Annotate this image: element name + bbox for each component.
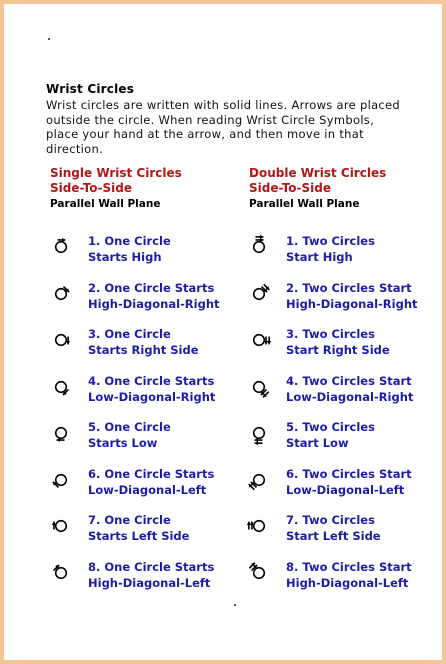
entry-line1: 5. One Circle [88, 420, 171, 434]
speck-mark [234, 604, 236, 606]
entry-line1: 2. One Circle Starts [88, 281, 215, 295]
list-item [46, 232, 246, 266]
entry-text [286, 420, 375, 451]
entry-line2: Low-Diagonal-Right [88, 389, 216, 404]
entry-text [88, 560, 214, 591]
list-item [244, 511, 444, 545]
entry-line2: Start Right Side [286, 342, 390, 357]
entry-line1: 7. One Circle [88, 513, 171, 527]
one-circle-low-diagonal-left-icon [46, 465, 76, 495]
one-circle-low-icon [46, 418, 76, 448]
entry-line2: Starts Right Side [88, 342, 199, 357]
entry-line2: Starts Left Side [88, 528, 190, 543]
entry-line2: High-Diagonal-Left [88, 575, 211, 590]
double-wrist-circles-column [249, 166, 446, 211]
list-item [244, 232, 444, 266]
entry-text [286, 281, 418, 312]
column-heading-sub: Side-To-Side [249, 181, 332, 195]
two-circles-right-side-icon [244, 325, 274, 355]
list-item [244, 465, 444, 499]
entry-line1: 4. One Circle Starts [88, 374, 215, 388]
entry-line2: Low-Diagonal-Right [286, 389, 414, 404]
entry-line1: 2. Two Circles Start [286, 281, 412, 295]
entry-line2: High-Diagonal-Left [286, 575, 409, 590]
entry-line1: 7. Two Circles [286, 513, 375, 527]
two-circles-high-diagonal-left-icon [244, 558, 274, 588]
entry-line1: 6. One Circle Starts [88, 467, 215, 481]
list-item [244, 372, 444, 406]
entry-line1: 8. One Circle Starts [88, 560, 215, 574]
entry-text [88, 374, 215, 405]
entry-line1: 6. Two Circles Start [286, 467, 412, 481]
entry-line1: 3. One Circle [88, 327, 171, 341]
two-circles-high-icon [244, 232, 274, 262]
entry-text [286, 560, 412, 591]
list-item [244, 418, 444, 452]
two-circles-left-side-icon [244, 511, 274, 541]
entry-line1: 1. One Circle [88, 234, 171, 248]
intro-section [46, 82, 402, 156]
entry-line2: High-Diagonal-Right [286, 296, 418, 311]
entry-text [286, 374, 413, 405]
two-circles-low-icon [244, 418, 274, 448]
entry-line1: 3. Two Circles [286, 327, 375, 341]
entry-line2: Starts High [88, 249, 162, 264]
speck-mark [48, 38, 50, 40]
entry-line2: Start Left Side [286, 528, 381, 543]
column-plane-label: Parallel Wall Plane [50, 198, 161, 210]
entry-text [88, 513, 189, 544]
column-plane-label: Parallel Wall Plane [249, 198, 360, 210]
list-item [244, 325, 444, 359]
list-item [46, 372, 246, 406]
one-circle-left-side-icon [46, 511, 76, 541]
entry-line2: Start High [286, 249, 353, 264]
entry-line1: 4. Two Circles Start [286, 374, 412, 388]
entry-line2: Low-Diagonal-Left [88, 482, 207, 497]
entry-text [286, 467, 412, 498]
two-circles-low-diagonal-left-icon [244, 465, 274, 495]
list-item [46, 418, 246, 452]
entry-text [88, 234, 171, 265]
one-circle-right-side-icon [46, 325, 76, 355]
column-heading: Single Wrist Circles [50, 166, 182, 180]
entry-text [88, 467, 214, 498]
one-circle-high-icon [46, 232, 76, 262]
entry-line2: Starts Low [88, 435, 158, 450]
list-item [244, 279, 444, 313]
two-circles-low-diagonal-right-icon [244, 372, 274, 402]
entry-line1: 8. Two Circles Start [286, 560, 412, 574]
one-circle-high-diagonal-right-icon [46, 279, 76, 309]
column-heading: Double Wrist Circles [249, 166, 387, 180]
entry-text [286, 327, 390, 358]
list-item [46, 325, 246, 359]
two-circles-high-diagonal-right-icon [244, 279, 274, 309]
entry-text [88, 327, 199, 358]
entry-text [286, 513, 381, 544]
intro-title: Wrist Circles [46, 82, 135, 96]
entry-text [286, 234, 375, 265]
entry-line2: Low-Diagonal-Left [286, 482, 405, 497]
single-wrist-circles-column [50, 166, 250, 211]
entry-line1: 1. Two Circles [286, 234, 375, 248]
list-item [46, 465, 246, 499]
list-item [46, 511, 246, 545]
one-circle-low-diagonal-right-icon [46, 372, 76, 402]
intro-body: Wrist circles are written with solid lines. Arrows are placed outside the circle. When reading Wrist Circle Symbols, place your hand at the arrow, and then move in that direction. [46, 98, 401, 156]
entry-line1: 5. Two Circles [286, 420, 375, 434]
list-item [244, 558, 444, 592]
entry-text [88, 420, 171, 451]
entry-text [88, 281, 220, 312]
list-item [46, 279, 246, 313]
column-heading-sub: Side-To-Side [50, 181, 133, 195]
entry-line2: Start Low [286, 435, 349, 450]
entry-line2: High-Diagonal-Right [88, 296, 220, 311]
one-circle-high-diagonal-left-icon [46, 558, 76, 588]
list-item [46, 558, 246, 592]
